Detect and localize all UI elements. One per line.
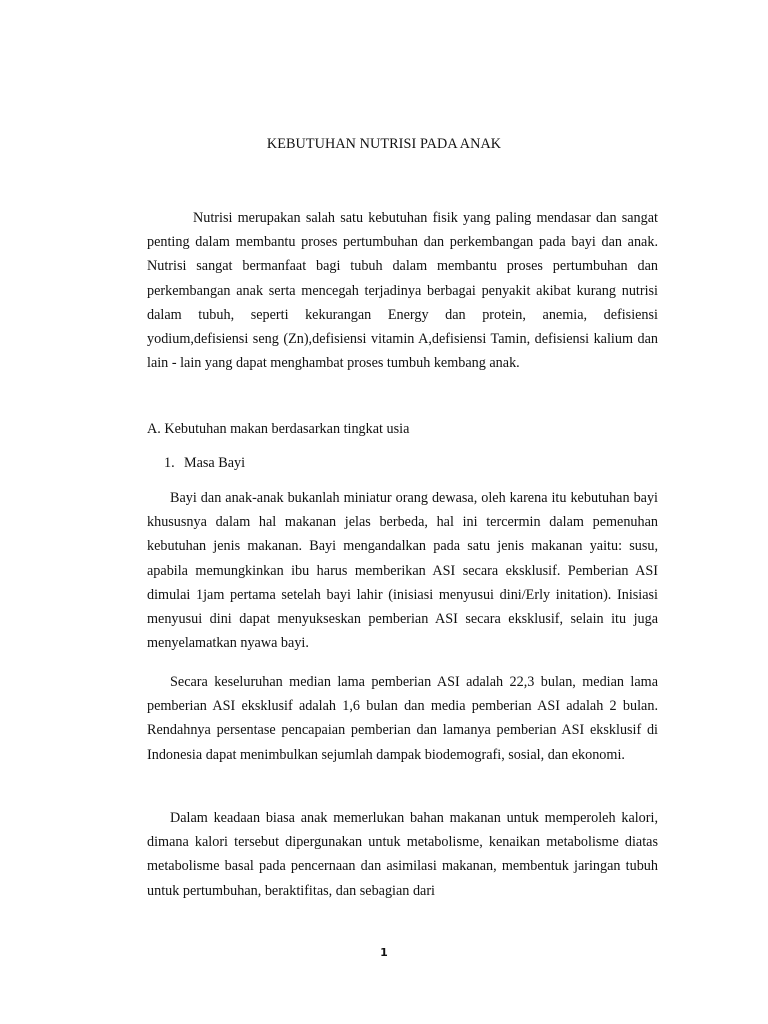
section-a-heading: A. Kebutuhan makan berdasarkan tingkat usia	[147, 421, 410, 437]
paragraph-masa-bayi: Bayi dan anak-anak bukanlah miniatur orang dewasa, oleh karena itu kebutuhan bayi khususnya dalam hal makanan jelas berbeda, hal ini tercermin dalam pemenuhan kebutuhan jenis makanan. Bayi mengandalkan pada satu jenis makanan yaitu: susu, apabila memungkinkan ibu harus memberikan ASI secara eksklusif. Pemberian ASI dimulai 1jam pertama setelah bayi lahir (inisiasi menyusui dini/Erly initation). Inisiasi menyusui dini dapat menyukseskan pemberian ASI secara eksklusif, selain itu juga menyelamatkan nyawa bayi.	[147, 490, 658, 652]
paragraph-kalori: Dalam keadaan biasa anak memerlukan bahan makanan untuk memperoleh kalori, dimana kalori tersebut dipergunakan untuk metabolisme, kenaikan metabolisme diatas metabolisme basal pada pencernaan dan asimilasi makanan, membentuk jaringan tubuh untuk pertumbuhan, beraktifitas, dan sebagian dari	[147, 810, 658, 899]
subsection-1-label: Masa Bayi	[184, 455, 246, 471]
intro-paragraph: Nutrisi merupakan salah satu kebutuhan fisik yang paling mendasar dan sangat penting dalam membantu proses pertumbuhan dan perkembangan pada bayi dan anak. Nutrisi sangat bermanfaat bagi tubuh dalam membantu proses pertumbuhan dan perkembangan anak serta mencegah terjadinya berbagai penyakit akibat kurang nutrisi dalam tubuh, seperti kekurangan Energy dan protein, anemia, defisiensi yodium,defisiensi seng (Zn),defisiensi vitamin A,defisiensi Tamin, defisiensi kalium dan lain - lain yang dapat menghambat proses tumbuh kembang anak.	[147, 210, 658, 372]
paragraph-block	[147, 806, 658, 903]
page-number: 1	[380, 946, 388, 959]
intro-paragraph-block	[147, 206, 658, 375]
subsection-1-number: 1.	[164, 455, 175, 471]
paragraph-median-asi: Secara keseluruhan median lama pemberian ASI adalah 22,3 bulan, median lama pemberian ASI eksklusif adalah 1,6 bulan dan media pemberian ASI adalah 2 bulan. Rendahnya persentase pencapaian pemberian dan lamanya pemberian ASI eksklusif di Indonesia dapat menimbulkan sejumlah dampak biodemografi, sosial, dan ekonomi.	[147, 674, 658, 763]
paragraph-block	[147, 486, 658, 655]
document-title: KEBUTUHAN NUTRISI PADA ANAK	[266, 136, 502, 152]
subsection-1-heading	[164, 453, 675, 473]
paragraph-block	[147, 670, 658, 767]
